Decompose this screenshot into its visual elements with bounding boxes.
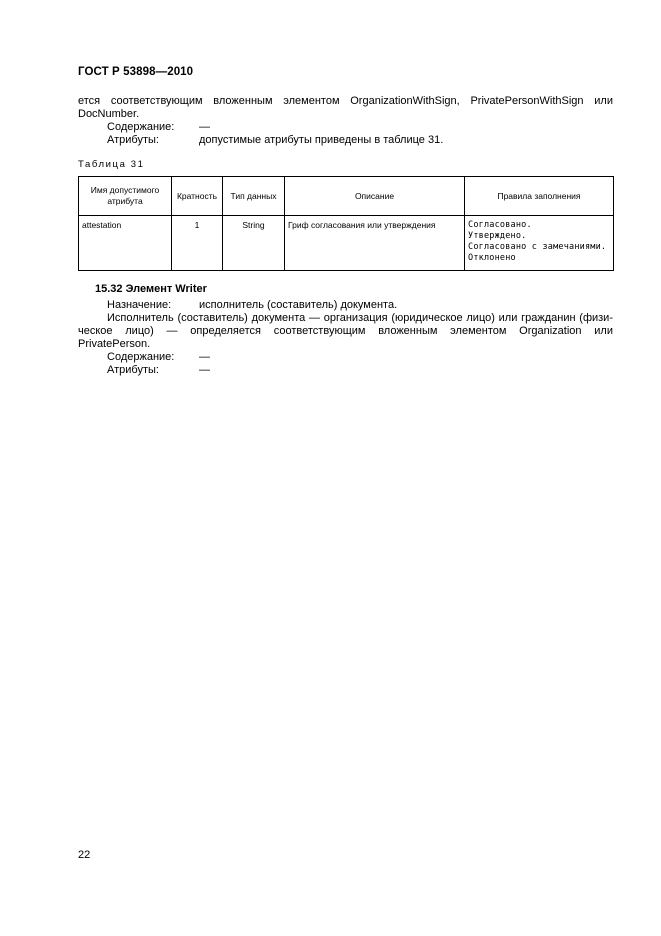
purpose-label: Назначение: [107, 299, 172, 311]
attributes-value: — [199, 364, 210, 376]
attributes-label: Атрибуты: [107, 134, 159, 146]
table-row [79, 216, 614, 271]
column-header: Описание [285, 177, 465, 216]
rule-line: Отклонено [468, 253, 516, 263]
content-label: Содержание: [107, 121, 175, 133]
rule-line: Согласовано с замечаниями. [468, 242, 607, 252]
attributes-label: Атрибуты: [107, 364, 159, 376]
column-header: Правила заполнения [465, 177, 614, 216]
attribute-name-cell: attestation [79, 216, 172, 271]
body-text-line: PrivatePerson. [78, 338, 151, 350]
page-number: 22 [78, 849, 91, 861]
data-type-cell: String [223, 216, 285, 271]
body-text-line: ется соответствующим вложенным элементом OrganizationWithSign, PrivatePersonWithSign или [78, 95, 613, 107]
purpose-value: исполнитель (составитель) документа. [199, 299, 398, 311]
attributes-table [78, 176, 614, 271]
attributes-value: допустимые атрибуты приведены в таблице 31. [199, 134, 444, 146]
filling-rules-cell [465, 216, 614, 271]
table-caption: Таблица 31 [78, 159, 145, 170]
description-cell: Гриф согласования или утверждения [285, 216, 465, 271]
column-header: Кратность [172, 177, 223, 216]
content-value: — [199, 121, 210, 133]
content-value: — [199, 351, 210, 363]
column-header: Тип данных [223, 177, 285, 216]
column-header: Имя допустимого атрибута [79, 177, 172, 216]
table-header-row [79, 177, 614, 216]
body-text-line: ческое лицо) — определяется соответствующим вложенным элементом Organization или [78, 325, 613, 337]
section-heading: 15.32 Элемент Writer [95, 283, 207, 295]
content-label: Содержание: [107, 351, 175, 363]
rule-line: Утверждено. [468, 231, 527, 241]
document-header: ГОСТ Р 53898—2010 [78, 66, 194, 78]
body-text-line: Исполнитель (составитель) документа — организация (юридическое лицо) или гражданин (физи- [107, 312, 613, 324]
body-text-line: DocNumber. [78, 108, 140, 120]
multiplicity-cell: 1 [172, 216, 223, 271]
rule-line: Согласовано. [468, 220, 532, 230]
